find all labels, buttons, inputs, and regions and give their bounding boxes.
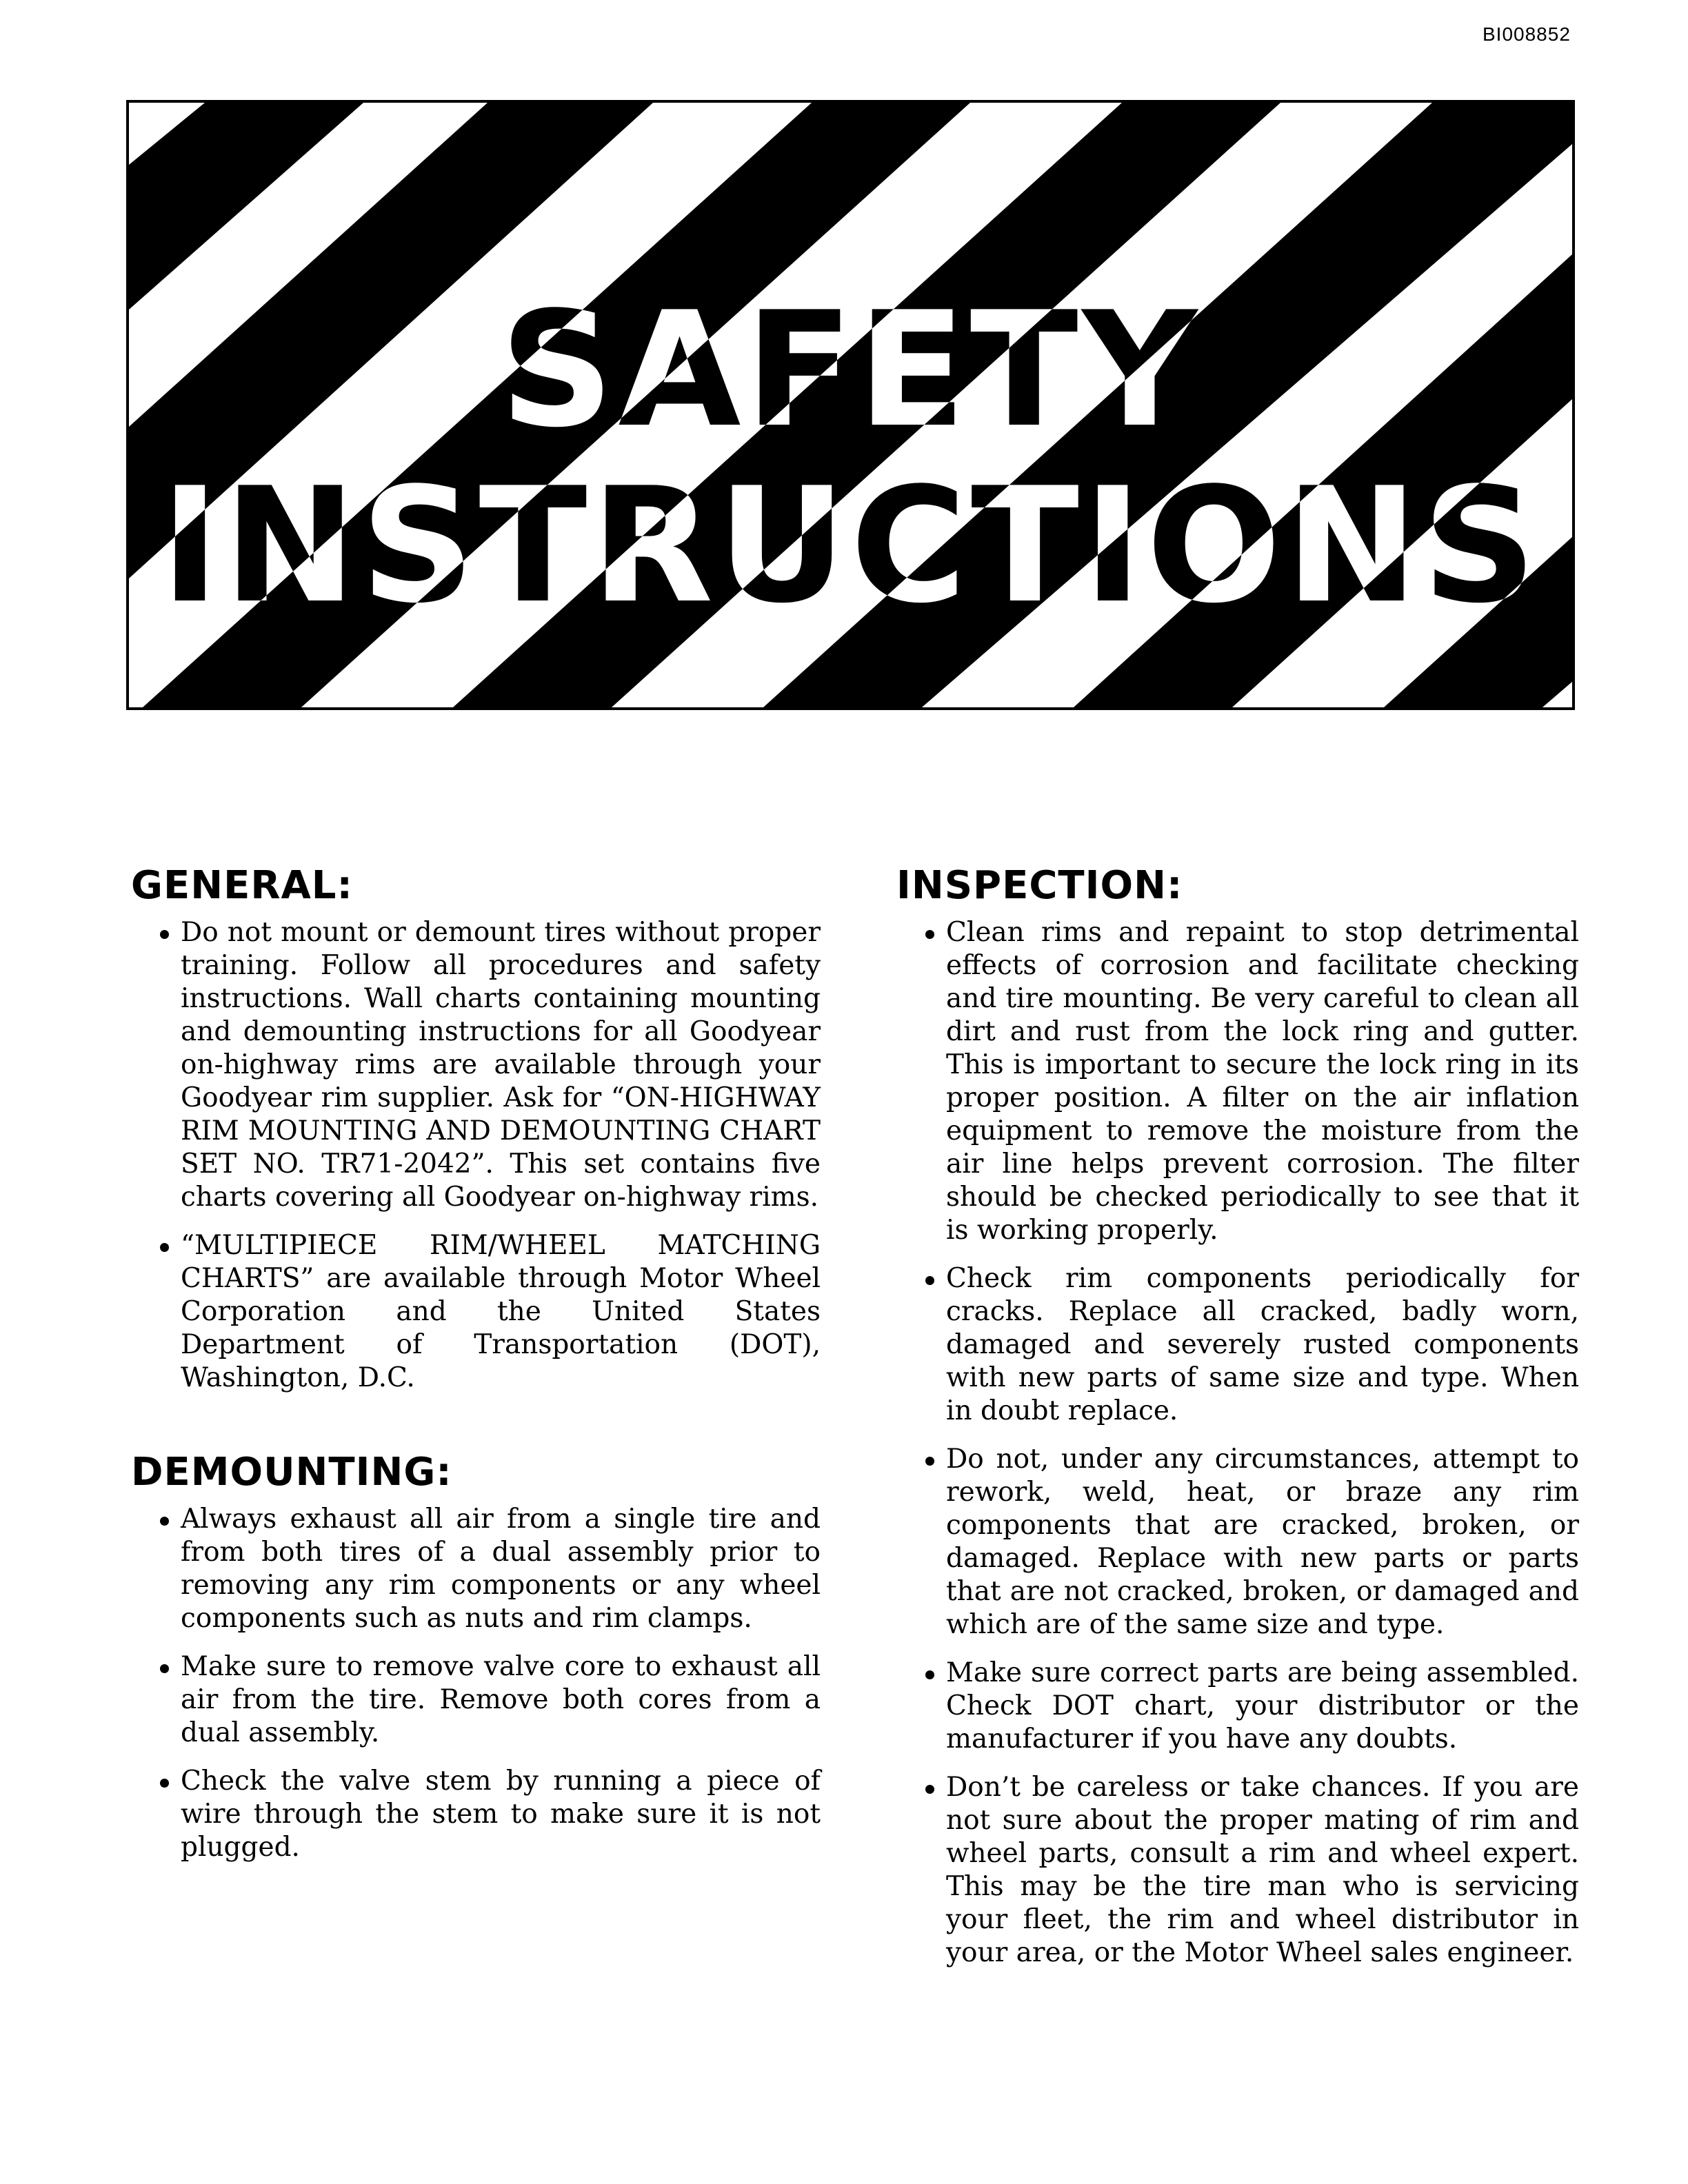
bullet-icon — [160, 1243, 169, 1252]
bullet-icon — [925, 930, 934, 939]
bullet-icon — [925, 1785, 934, 1794]
bullet-icon — [925, 1276, 934, 1285]
left-column — [131, 863, 821, 1879]
bullet-text: Make sure correct parts are being assembled. Check DOT chart, your distributor or the manufacturer if you have any doubts. — [946, 1657, 1579, 1755]
bullet-icon — [160, 930, 169, 939]
list-item — [131, 1650, 821, 1750]
bullet-icon — [160, 1779, 169, 1788]
bullet-icon — [160, 1664, 169, 1673]
list-item — [131, 1229, 821, 1395]
list-item — [896, 1262, 1579, 1428]
list-item — [131, 916, 821, 1214]
bullet-text: Check the valve stem by running a piece of wire through the stem to make sure it is not plugged. — [181, 1766, 821, 1863]
bullet-text: Clean rims and repaint to stop detrimental effects of corrosion and facilitate checking and tire mounting. Be very careful to clean all dirt and rust from the lock ring and gutter. This is important to secure the lock ring in its proper position. A filter on the air inflation equipment to remove the moisture from the air line helps prevent corrosion. The filter should be checked periodically to see that it is working properly. — [946, 917, 1579, 1246]
bullet-icon — [160, 1517, 169, 1526]
inspection-heading: INSPECTION: — [896, 863, 1183, 908]
document-id: BI008852 — [1483, 23, 1571, 45]
bullet-text: “MULTIPIECE RIM/WHEEL MATCHING CHARTS” are available through Motor Wheel Corporation and the United States Department of Transportation (DOT), Washington, D.C. — [181, 1230, 821, 1393]
demounting-heading: DEMOUNTING: — [131, 1450, 452, 1495]
bullet-text: Don’t be careless or take chances. If you are not sure about the proper mating of rim and wheel parts, consult a rim and wheel expert. This may be the tire man who is servicing your fleet, the rim and wheel distributor in your area, or the Motor Wheel sales engineer. — [946, 1772, 1579, 1968]
list-item — [896, 1771, 1579, 1970]
bullet-text: Do not, under any circumstances, attempt to rework, weld, heat, or braze any rim components that are cracked, broken, or damaged. Replace with new parts or parts that are not cracked, broken, or damaged and which are of the same size and type. — [946, 1444, 1579, 1640]
list-item — [896, 916, 1579, 1247]
right-column — [896, 863, 1579, 1985]
bullet-text: Check rim components periodically for cracks. Replace all cracked, badly worn, damaged and severely rusted components with new parts of same size and type. When in doubt replace. — [946, 1263, 1579, 1426]
banner-title-line1: SAFETY — [499, 279, 1202, 463]
list-item — [896, 1443, 1579, 1641]
demounting-list — [131, 1503, 821, 1864]
general-list — [131, 916, 821, 1395]
banner-title-line2: INSTRUCTIONS — [160, 454, 1541, 638]
list-item — [896, 1657, 1579, 1756]
bullet-text: Do not mount or demount tires without proper training. Follow all procedures and safety instructions. Wall charts containing mounting and demounting instructions for all Goodyear on-highway rims are available through your Goodyear rim supplier. Ask for “ON-HIGHWAY RIM MOUNTING AND DEMOUNTING CHART SET NO. TR71-2042”. This set contains five charts covering all Goodyear on-highway rims. — [181, 917, 821, 1213]
list-item — [131, 1765, 821, 1864]
list-item — [131, 1503, 821, 1635]
bullet-text: Make sure to remove valve core to exhaust all air from the tire. Remove both cores from a dual assembly. — [181, 1651, 821, 1748]
safety-banner — [126, 100, 1575, 710]
bullet-text: Always exhaust all air from a single tire and from both tires of a dual assembly prior to removing any rim components or any wheel components such as nuts and rim clamps. — [181, 1504, 821, 1634]
inspection-list — [896, 916, 1579, 1970]
bullet-icon — [925, 1457, 934, 1466]
bullet-icon — [925, 1670, 934, 1679]
general-heading: GENERAL: — [131, 863, 353, 908]
